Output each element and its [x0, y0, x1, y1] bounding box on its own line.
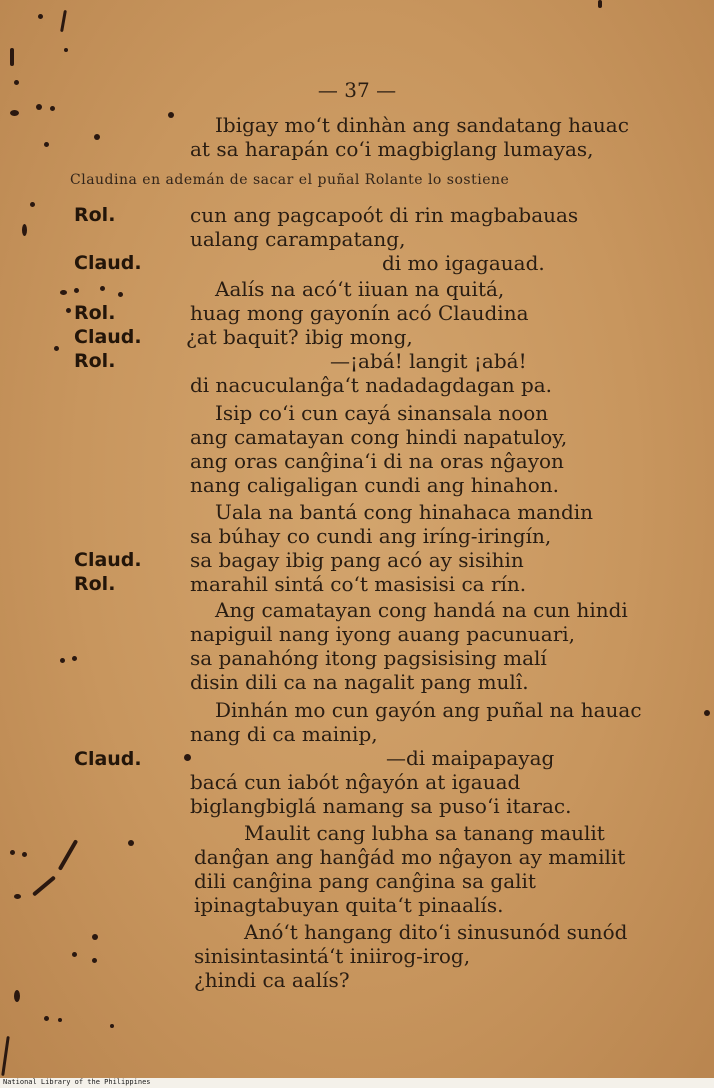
- verse-line: dili canĝina pang canĝina sa galit: [194, 869, 536, 893]
- ink-streak: [60, 10, 67, 32]
- ink-spot: [92, 958, 97, 963]
- ink-streak: [1, 1036, 10, 1076]
- speaker-label: Claud.: [74, 326, 142, 348]
- verse-line: disin dili ca na nagalit pang mulî.: [190, 670, 529, 694]
- verse-line: sa panahóng itong pagsisising malí: [190, 646, 547, 670]
- speaker-label: Claud.: [74, 549, 142, 571]
- ink-spot: [44, 142, 49, 147]
- verse-line: bacá cun iabót nĝayón at igauad: [190, 770, 521, 794]
- ink-spot: [36, 104, 42, 110]
- ink-spot: [184, 754, 191, 761]
- verse-line: Uala na bantá cong hinahaca mandin: [215, 500, 594, 524]
- speaker-label: Rol.: [74, 573, 116, 595]
- ink-spot: [50, 106, 55, 111]
- ink-spot: [10, 850, 15, 855]
- ink-spot: [118, 292, 123, 297]
- ink-spot: [704, 710, 710, 716]
- verse-line: ang camatayan cong hindi napatuloy,: [190, 425, 568, 449]
- ink-spot: [60, 658, 65, 663]
- ink-spot: [92, 934, 98, 940]
- ink-spot: [44, 1016, 49, 1021]
- ink-spot: [74, 288, 79, 293]
- verse-line: ualang carampatang,: [190, 227, 406, 251]
- ink-spot: [58, 1018, 62, 1022]
- ink-spot: [60, 290, 67, 295]
- speaker-label: Rol.: [74, 350, 116, 372]
- ink-spot: [38, 14, 43, 19]
- ink-spot: [110, 1024, 114, 1028]
- ink-spot: [168, 112, 174, 118]
- ink-spot: [72, 656, 77, 661]
- ink-streak: [32, 875, 56, 896]
- verse-line: Anó‘t hangang dito‘i sinusunód sunód: [244, 920, 628, 944]
- verse-line: at sa harapán co‘i magbiglang lumayas,: [190, 137, 594, 161]
- verse-line: napiguil nang iyong auang pacunuari,: [190, 622, 576, 646]
- verse-line: ¿at baquit? ibig mong,: [186, 325, 413, 349]
- verse-line: sa bagay ibig pang acó ay sisihin: [190, 548, 524, 572]
- ink-spot: [100, 286, 105, 291]
- ink-streak: [10, 48, 14, 66]
- speaker-label: Rol.: [74, 302, 116, 324]
- verse-line: nang caligaligan cundi ang hinahon.: [190, 473, 559, 497]
- ink-spot: [22, 224, 27, 236]
- ink-spot: [72, 952, 77, 957]
- ink-spot: [22, 852, 27, 857]
- verse-line: Ibigay mo‘t dinhàn ang sandatang hauac: [215, 113, 629, 137]
- verse-line: Maulit cang lubha sa tanang maulit: [244, 821, 605, 845]
- verse-line: —¡abá! langit ¡abá!: [330, 349, 527, 373]
- verse-line: ipinagtabuyan quita‘t pinaalís.: [194, 893, 504, 917]
- verse-line: Aalís na acó‘t iiuan na quitá,: [215, 277, 505, 301]
- stage-direction: Claudina en ademán de sacar el puñal Rolante lo sostiene: [70, 172, 510, 188]
- ink-streak: [58, 839, 78, 870]
- verse-line: ang oras canĝina‘i di na oras nĝayon: [190, 449, 564, 473]
- speaker-label: Rol.: [74, 204, 116, 226]
- verse-line: marahil sintá co‘t masisisi ca rín.: [190, 572, 527, 596]
- footer-credit: National Library of the Philippines: [3, 1078, 151, 1086]
- ink-spot: [10, 110, 19, 116]
- verse-line: ¿hindi ca aalís?: [194, 968, 350, 992]
- ink-spot: [14, 990, 20, 1002]
- verse-line: biglangbiglá namang sa puso‘i itarac.: [190, 794, 572, 818]
- ink-spot: [128, 840, 134, 846]
- verse-line: —di maipapayag: [386, 746, 555, 770]
- verse-line: huag mong gayonín acó Claudina: [190, 301, 529, 325]
- verse-line: danĝan ang hanĝád mo nĝayon ay mamilit: [194, 845, 626, 869]
- ink-spot: [64, 48, 68, 52]
- verse-line: sinisintasintá‘t iniirog-irog,: [194, 944, 471, 968]
- verse-line: di nacuculanĝa‘t nadadagdagan pa.: [190, 373, 553, 397]
- page-number: — 37 —: [317, 78, 397, 102]
- speaker-label: Claud.: [74, 252, 142, 274]
- ink-spot: [66, 308, 71, 313]
- verse-line: nang di ca mainip,: [190, 722, 378, 746]
- ink-spot: [30, 202, 35, 207]
- verse-line: di mo igagauad.: [382, 251, 545, 275]
- verse-line: Ang camatayan cong handá na cun hindi: [215, 598, 628, 622]
- verse-line: Isip co‘i cun cayá sinansala noon: [215, 401, 549, 425]
- ink-streak: [598, 0, 602, 8]
- speaker-label: Claud.: [74, 748, 142, 770]
- ink-spot: [94, 134, 100, 140]
- ink-spot: [54, 346, 59, 351]
- verse-line: sa búhay co cundi ang iríng-iringín,: [190, 524, 552, 548]
- verse-line: Dinhán mo cun gayón ang puñal na hauac: [215, 698, 642, 722]
- verse-line: cun ang pagcapoót di rin magbabauas: [190, 203, 579, 227]
- ink-spot: [14, 894, 21, 899]
